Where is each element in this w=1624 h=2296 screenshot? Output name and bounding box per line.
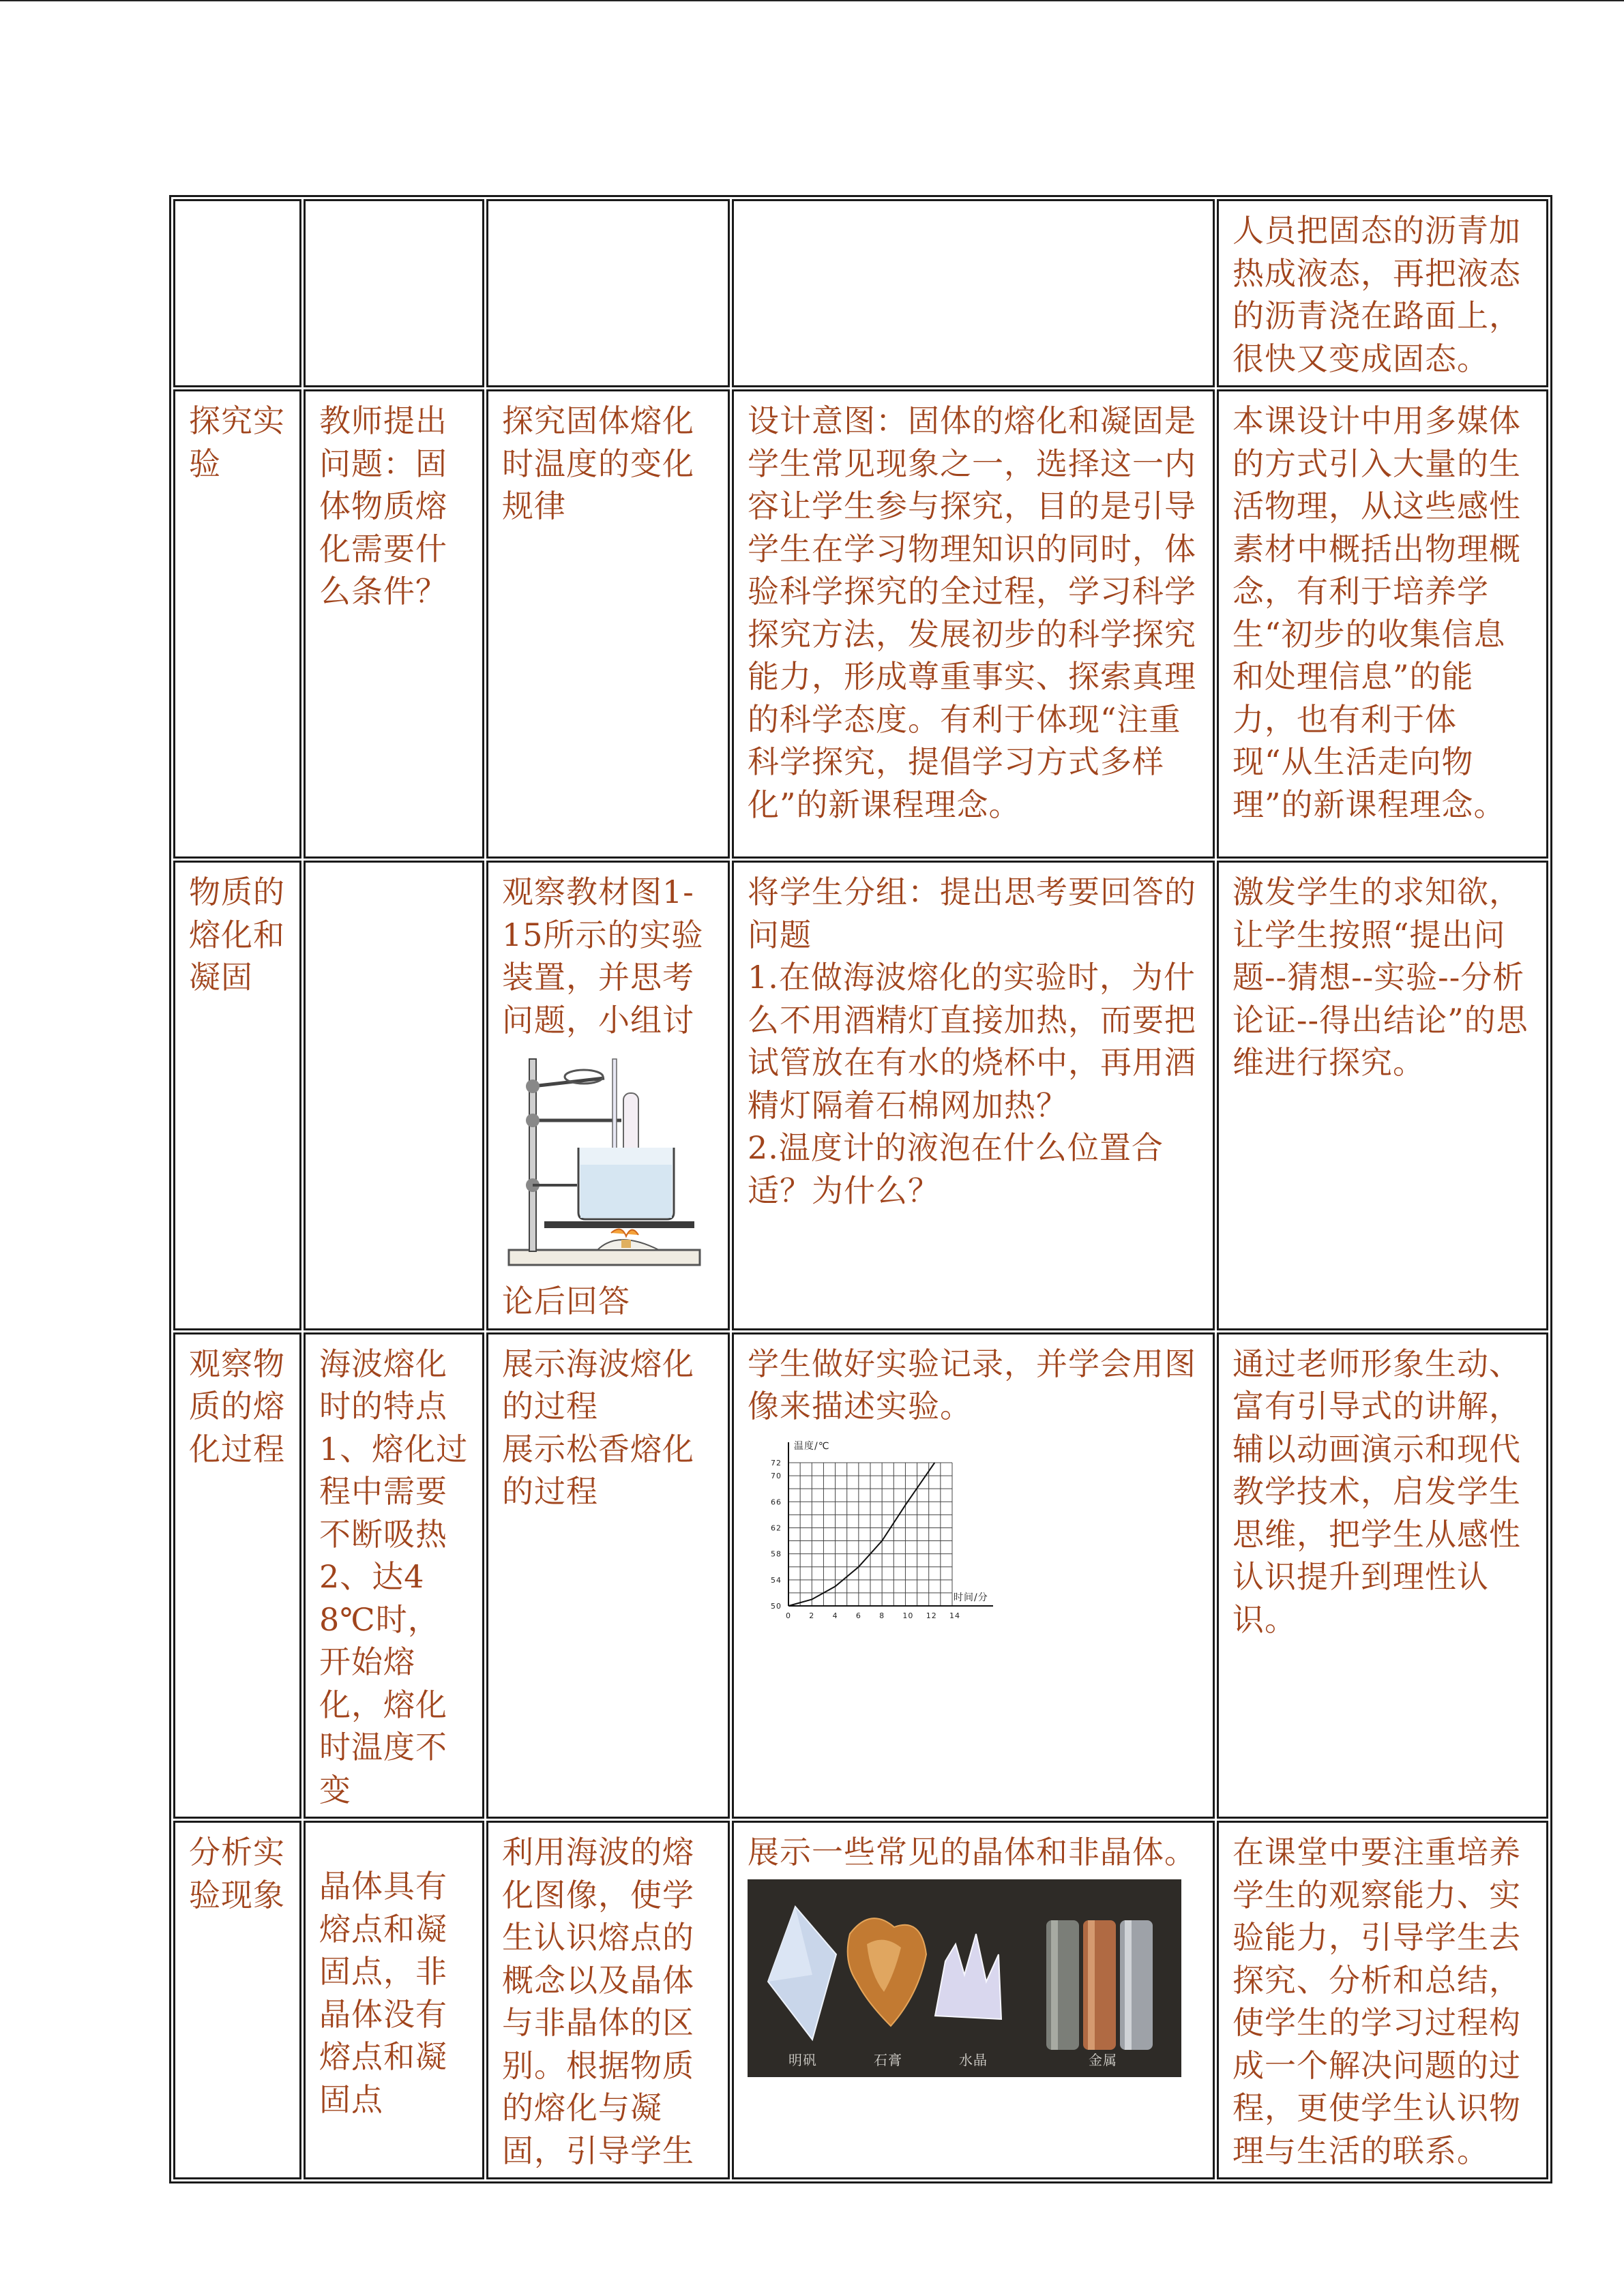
cell-stage: 分析实验现象 [173,1821,301,2179]
teacher-text: 展示海波熔化的过程 [502,1345,694,1425]
cell-content [304,199,484,387]
chart-x-tick-label: 8 [879,1611,885,1620]
cell-student [732,1821,1215,2179]
chart-x-tick-label: 2 [809,1611,815,1620]
cell-student [732,199,1215,387]
chart-y-tick-label: 72 [771,1458,782,1467]
cell-intent: 通过老师形象生动、富有引导式的讲解，辅以动画演示和现代教学技术，启发学生思维，把学生从感性认识提升到理性认识。 [1217,1332,1548,1819]
chart-y-tick-label: 62 [771,1523,782,1532]
lesson-table-wrapper [169,195,1544,2183]
chart-y-tick-label: 50 [771,1601,782,1611]
chart-y-tick-label: 66 [771,1497,782,1506]
question-1: 1.在做海波熔化的实验时，为什么不用酒精灯直接加热，而要把试管放在有水的烧杯中，再用酒精灯隔着石棉网加热？ [748,959,1196,1124]
question-2: 2.温度计的液泡在什么位置合适？为什么？ [748,1129,1164,1209]
table-row [173,199,1548,387]
chart-x-tick-label: 10 [902,1611,914,1620]
photo-label-metal: 金属 [1089,2051,1117,2068]
content-text: 2、达48℃时，开始熔化，熔化时温度不变 [319,1558,447,1808]
photo-label-alum: 明矾 [788,2051,817,2068]
cell-stage [173,199,301,387]
lab-apparatus-illustration [502,1045,707,1277]
cell-teacher [486,199,730,387]
table-row [173,1821,1548,2179]
cell-teacher [486,861,730,1330]
chart-x-tick-label: 4 [832,1611,838,1620]
chart-y-label: 温度/℃ [794,1440,830,1452]
chart-x-label: 时间/分 [954,1592,988,1603]
cell-content: 晶体具有熔点和凝固点，非晶体没有熔点和凝固点 [304,1821,484,2179]
chart-y-tick-label: 58 [771,1549,782,1559]
chart-y-tick-label: 54 [771,1575,782,1585]
cell-stage: 探究实验 [173,389,301,859]
cell-intent: 本课设计中用多媒体的方式引入大量的生活物理，从这些感性素材中概括出物理概念，有利于培养学生“初步的收集信息和处理信息”的能力，也有利于体现“从生活走向物理”的新课程理念。 [1217,389,1548,859]
lesson-plan-table [169,195,1552,2183]
cell-content [304,861,484,1330]
photo-label-quartz: 水晶 [959,2051,988,2068]
student-text: 展示一些常见的晶体和非晶体。 [748,1834,1196,1870]
photo-label-gypsum: 石膏 [874,2051,902,2068]
table-row [173,1332,1548,1819]
chart-x-tick-label: 12 [926,1611,937,1620]
cell-student [732,861,1215,1330]
page-top-border [0,0,1624,1]
cell-content: 教师提出问题：固体物质熔化需要什么条件？ [304,389,484,859]
chart-y-tick-label: 70 [771,1471,782,1480]
cell-teacher: 利用海波的熔化图像，使学生认识熔点的概念以及晶体与非晶体的区别。根据物质的熔化与凝固，引导学生 [486,1821,730,2179]
cell-intent: 在课堂中要注重培养学生的观察能力、实验能力，引导学生去探究、分析和总结，使学生的学习过程构成一个解决问题的过程，更使学生认识物理与生活的联系。 [1217,1821,1548,2179]
cell-stage: 观察物质的熔化过程 [173,1332,301,1819]
teacher-text: 展示松香熔化的过程 [502,1430,694,1510]
table-row [173,389,1548,859]
cell-intent: 人员把固态的沥青加热成液态，再把液态的沥青浇在路面上，很快又变成固态。 [1217,199,1548,387]
teacher-text: 观察教材图1-15所示的实验装置，并思考问题，小组讨 [502,874,704,1039]
cell-teacher [486,1332,730,1819]
teacher-text: 论后回答 [502,1283,630,1320]
melting-curve-chart [748,1432,1020,1630]
cell-teacher: 探究固体熔化时温度的变化规律 [486,389,730,859]
content-text: 海波熔化时的特点 [319,1345,447,1425]
chart-series-line [788,1463,934,1606]
student-intro: 将学生分组：提出思考要回答的问题 [748,874,1196,953]
cell-stage: 物质的熔化和凝固 [173,861,301,1330]
student-text: 学生做好实验记录，并学会用图像来描述实验。 [748,1345,1196,1425]
chart-x-tick-label: 14 [949,1611,960,1620]
cell-intent: 激发学生的求知欲，让学生按照“提出问题--猜想--实验--分析论证--得出结论”的思维进行探究。 [1217,861,1548,1330]
crystal-samples-photo [748,1879,1181,2077]
table-row [173,861,1548,1330]
chart-x-tick-label: 0 [786,1611,791,1620]
cell-student [732,1332,1215,1819]
cell-student: 设计意图：固体的熔化和凝固是学生常见现象之一，选择这一内容让学生参与探究，目的是引导学生在学习物理知识的同时，体验科学探究的全过程，学习科学探究方法，发展初步的科学探究能力，形成尊重事实、探索真理的科学态度。有利于体现“注重科学探究，提倡学习方式多样化”的新课程理念。 [732,389,1215,859]
content-text: 1、熔化过程中需要不断吸热 [319,1430,469,1553]
cell-content [304,1332,484,1819]
chart-x-tick-label: 6 [855,1611,861,1620]
